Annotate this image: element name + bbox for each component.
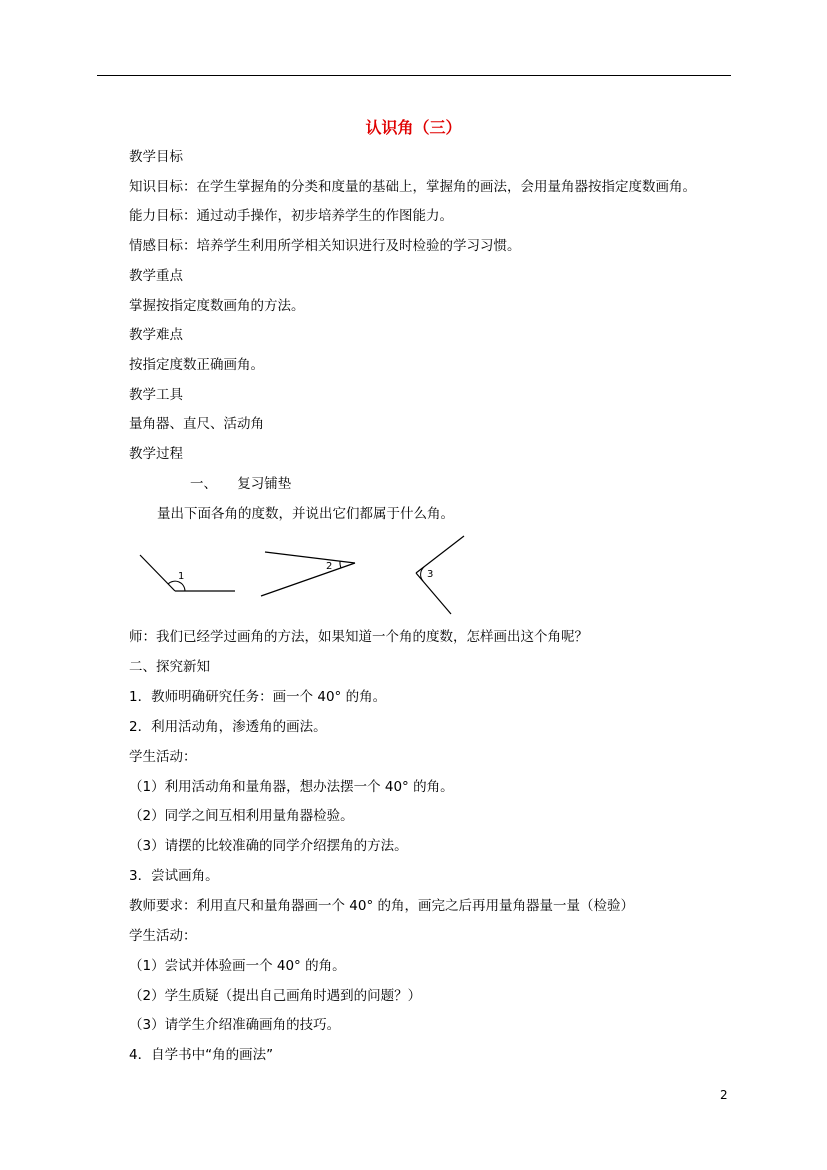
angle-1	[140, 555, 235, 591]
section-heading-difficulties: 教学难点	[129, 327, 183, 343]
paragraph-measure-instruction: 量出下面各角的度数，并说出它们都属于什么角。	[157, 506, 454, 522]
list-item-1: 1．教师明确研究任务：画一个 40° 的角。	[129, 689, 387, 705]
angle-3	[416, 536, 464, 614]
list-item-2: 2．利用活动角，渗透角的画法。	[129, 719, 327, 735]
angle-3-label: 3	[427, 569, 434, 580]
activity-item-2-1: （1）尝试并体验画一个 40° 的角。	[129, 958, 346, 974]
paragraph-knowledge-goal: 知识目标：在学生掌握角的分类和度量的基础上，掌握角的画法，会用量角器按指定度数画角。	[129, 179, 696, 195]
page-number: 2	[720, 1088, 728, 1102]
paragraph-teacher-requirement: 教师要求：利用直尺和量角器画一个 40° 的角，画完之后再用量角器量一量（检验）	[129, 898, 635, 914]
activity-item-2-3: （3）请学生介绍准确画角的技巧。	[129, 1017, 341, 1033]
subsection-review: 一、 复习铺垫	[190, 476, 292, 492]
activity-item-1-1: （1）利用活动角和量角器，想办法摆一个 40° 的角。	[129, 779, 454, 795]
student-activity-label-1: 学生活动：	[129, 749, 197, 765]
header-rule	[97, 75, 731, 76]
angles-diagram	[130, 530, 470, 620]
paragraph-ability-goal: 能力目标：通过动手操作，初步培养学生的作图能力。	[129, 208, 453, 224]
angle-2	[261, 552, 355, 596]
list-item-3: 3．尝试画角。	[129, 868, 219, 884]
activity-item-1-2: （2）同学之间互相利用量角器检验。	[129, 808, 354, 824]
paragraph-teacher-question: 师：我们已经学过画角的方法，如果知道一个角的度数，怎样画出这个角呢？	[129, 629, 588, 645]
paragraph-tools: 量角器、直尺、活动角	[129, 416, 264, 432]
section-heading-key-points: 教学重点	[129, 268, 183, 284]
student-activity-label-2: 学生活动：	[129, 928, 197, 944]
paragraph-difficulty: 按指定度数正确画角。	[129, 357, 264, 373]
list-item-4: 4．自学书中“角的画法”	[129, 1047, 274, 1063]
section-heading-tools: 教学工具	[129, 387, 183, 403]
document-title: 认识角（三）	[365, 118, 462, 137]
section-heading-goals: 教学目标	[129, 149, 183, 165]
angles-figure	[130, 530, 470, 624]
section-heading-process: 教学过程	[129, 446, 183, 462]
angle-2-label: 2	[326, 561, 333, 572]
activity-item-1-3: （3）请摆的比较准确的同学介绍摆角的方法。	[129, 838, 408, 854]
angle-1-label: 1	[178, 571, 185, 582]
paragraph-emotion-goal: 情感目标：培养学生利用所学相关知识进行及时检验的学习习惯。	[129, 238, 521, 254]
section-heading-explore: 二、探究新知	[129, 659, 210, 675]
activity-item-2-2: （2）学生质疑（提出自己画角时遇到的问题？）	[129, 988, 422, 1004]
paragraph-key-point: 掌握按指定度数画角的方法。	[129, 298, 305, 314]
